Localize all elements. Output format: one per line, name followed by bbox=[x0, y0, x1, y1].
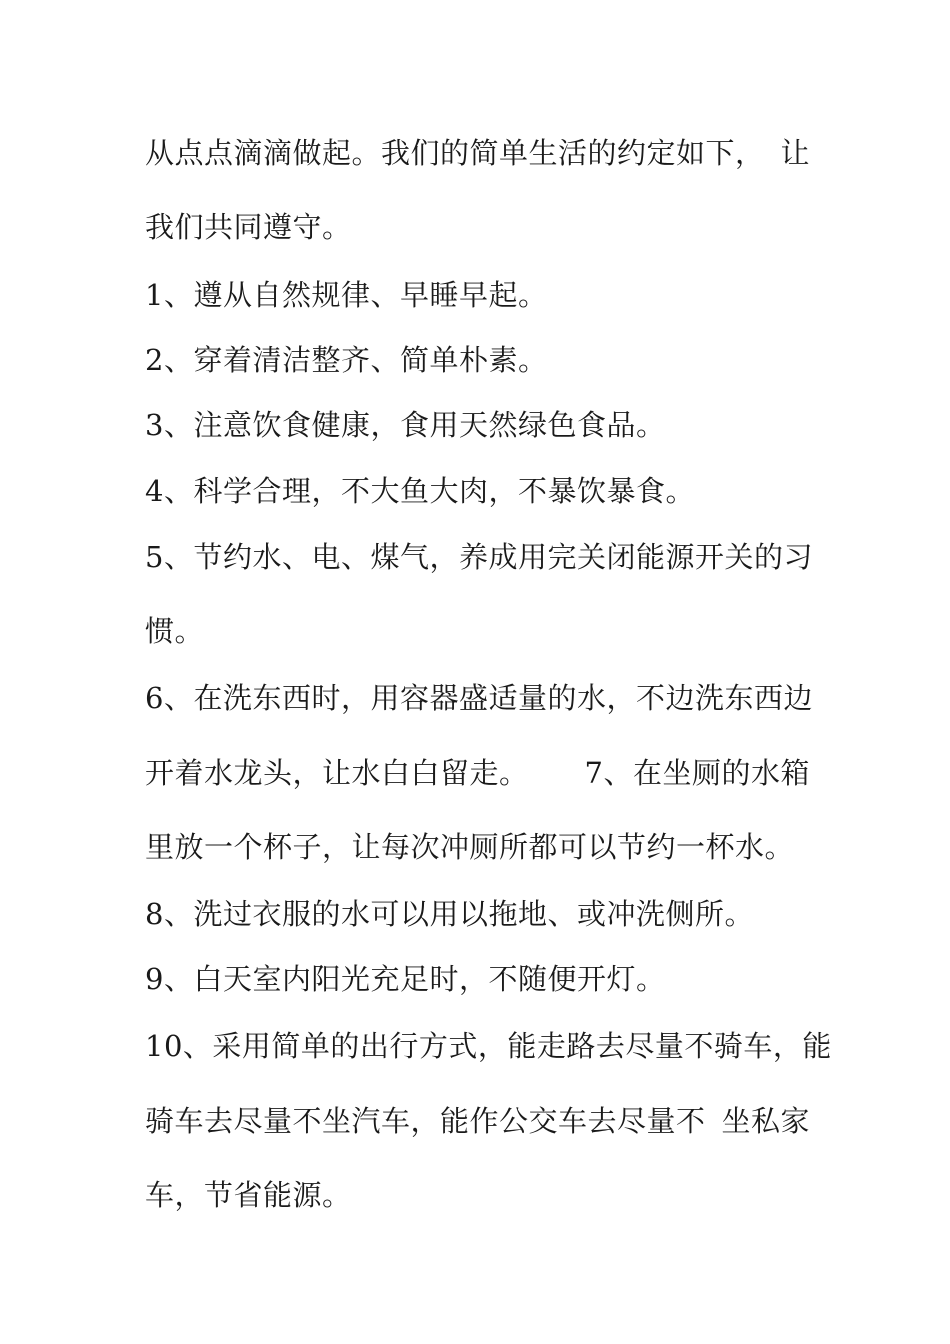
list-item-7-start: 7、在坐厕的水箱 bbox=[584, 756, 810, 790]
list-item-2: 2、穿着清洁整齐、简单朴素。 bbox=[145, 343, 548, 377]
list-item-10-end: 车，节省能源。 bbox=[145, 1178, 352, 1212]
text-line-1-main: 从点点滴滴做起。我们的简单生活的约定如下， bbox=[145, 136, 765, 170]
list-item-3: 3、注意饮食健康，食用天然绿色食品。 bbox=[145, 408, 666, 442]
list-item-1: 1、遵从自然规律、早睡早起。 bbox=[145, 278, 548, 312]
text-line-1 bbox=[145, 136, 810, 170]
list-item-5: 5、节约水、电、煤气，养成用完关闭能源开关的习 bbox=[145, 540, 813, 574]
list-item-10-cont-end: 坐私家 bbox=[721, 1104, 810, 1138]
list-item-7-cont: 里放一个杯子，让每次冲厕所都可以节约一杯水。 bbox=[145, 830, 795, 864]
list-item-5-cont: 惯。 bbox=[145, 614, 205, 648]
list-item-10: 10、采用简单的出行方式，能走路去尽量不骑车，能 bbox=[145, 1029, 832, 1063]
list-item-9: 9、白天室内阳光充足时，不随便开灯。 bbox=[145, 962, 666, 996]
list-item-6: 6、在洗东西时，用容器盛适量的水，不边洗东西边 bbox=[145, 681, 813, 715]
list-item-6-end: 开着水龙头，让水白白留走。 bbox=[145, 756, 529, 790]
list-item-10-cont-main: 骑车去尽量不坐汽车，能作公交车去尽量不 bbox=[145, 1104, 706, 1138]
list-item-4: 4、科学合理，不大鱼大肉，不暴饮暴食。 bbox=[145, 474, 695, 508]
list-item-8: 8、洗过衣服的水可以用以拖地、或冲洗侧所。 bbox=[145, 897, 754, 931]
list-item-6-cont bbox=[145, 756, 810, 790]
list-item-10-cont bbox=[145, 1104, 810, 1138]
text-line-1-end: 让 bbox=[780, 136, 810, 170]
text-line-2: 我们共同遵守。 bbox=[145, 210, 352, 244]
